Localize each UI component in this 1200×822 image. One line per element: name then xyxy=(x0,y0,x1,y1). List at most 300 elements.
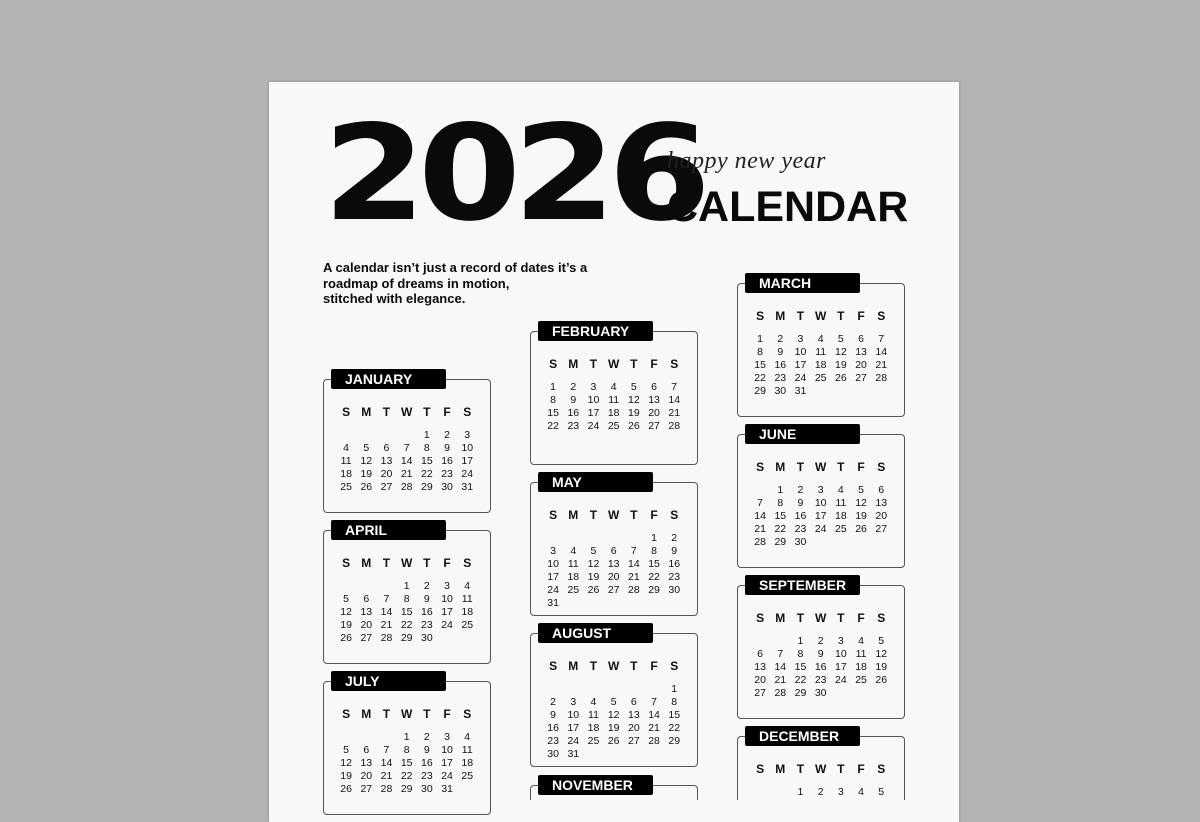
day-cell: 27 xyxy=(360,632,373,644)
day-cell: 20 xyxy=(607,571,620,583)
day-cell: 9 xyxy=(817,648,824,660)
day-cell: 4 xyxy=(610,381,617,393)
day-cell: 19 xyxy=(360,468,373,480)
empty-cell xyxy=(336,429,356,442)
day-cell: 24 xyxy=(814,523,827,535)
day-cell: 10 xyxy=(441,744,453,756)
weekday-header: T xyxy=(423,405,431,419)
day-cell: 13 xyxy=(360,757,373,769)
month-label: JUNE xyxy=(745,424,860,444)
empty-cell xyxy=(336,731,356,744)
day-cell: 12 xyxy=(360,455,373,467)
month-june xyxy=(737,426,905,568)
day-cell: 30 xyxy=(668,584,681,596)
day-cell: 23 xyxy=(668,571,681,583)
day-cell: 8 xyxy=(423,442,430,454)
day-cell: 11 xyxy=(815,346,827,358)
day-cell: 27 xyxy=(875,523,888,535)
day-cell: 28 xyxy=(648,735,660,747)
day-cell: 14 xyxy=(380,757,393,769)
weekday-header: T xyxy=(796,309,805,323)
day-cell: 20 xyxy=(380,468,393,480)
day-cell: 18 xyxy=(855,661,867,673)
day-cell: 12 xyxy=(835,346,847,358)
empty-cell xyxy=(604,532,624,545)
day-cell: 24 xyxy=(567,735,580,747)
day-cell: 13 xyxy=(855,346,867,358)
day-cell: 7 xyxy=(757,497,764,509)
day-cell: 1 xyxy=(757,333,764,345)
weekday-header: W xyxy=(814,611,827,625)
day-cell: 20 xyxy=(855,359,867,371)
weekday-header: F xyxy=(650,357,658,371)
day-cell: 15 xyxy=(400,606,413,618)
day-cell: 22 xyxy=(668,722,681,734)
day-cell: 9 xyxy=(570,394,577,406)
weekday-header: S xyxy=(756,309,765,323)
weekday-header: T xyxy=(382,405,391,419)
day-cell: 14 xyxy=(400,455,413,467)
day-cell: 5 xyxy=(363,442,370,454)
day-cell: 8 xyxy=(651,545,657,557)
day-cell: 21 xyxy=(875,359,888,371)
day-cell: 7 xyxy=(630,545,637,557)
day-cell: 1 xyxy=(651,532,657,544)
day-cell: 4 xyxy=(858,635,864,647)
weekday-header: W xyxy=(814,309,827,323)
day-cell: 24 xyxy=(441,619,453,631)
weekday-header: F xyxy=(443,556,451,570)
empty-cell xyxy=(543,532,563,545)
day-cell: 17 xyxy=(587,407,600,419)
day-cell: 10 xyxy=(567,709,580,721)
weekday-header: T xyxy=(630,508,638,522)
day-cell: 29 xyxy=(668,735,681,747)
day-cell: 31 xyxy=(441,783,453,795)
weekday-header: M xyxy=(568,508,579,522)
day-cell: 2 xyxy=(817,786,824,798)
day-cell: 3 xyxy=(837,635,844,647)
day-cell: 27 xyxy=(648,420,660,432)
day-cell: 19 xyxy=(340,770,352,782)
day-cell: 14 xyxy=(754,510,766,522)
day-cell: 7 xyxy=(671,381,678,393)
empty-cell xyxy=(376,580,396,593)
empty-cell xyxy=(750,484,770,497)
month-grid xyxy=(750,310,891,398)
empty-cell xyxy=(356,580,376,593)
day-cell: 23 xyxy=(774,372,787,384)
day-cell: 22 xyxy=(794,674,807,686)
weekday-header: S xyxy=(463,707,472,721)
weekday-header: T xyxy=(796,762,805,776)
day-cell: 1 xyxy=(797,635,804,647)
day-cell: 20 xyxy=(875,510,888,522)
day-cell: 3 xyxy=(590,381,597,393)
day-cell: 7 xyxy=(777,648,784,660)
day-cell: 26 xyxy=(340,632,352,644)
day-cell: 18 xyxy=(607,407,620,419)
day-cell: 9 xyxy=(423,593,430,605)
weekday-header: S xyxy=(877,611,886,625)
weekday-header: S xyxy=(756,762,765,776)
month-grid xyxy=(336,406,477,494)
day-cell: 6 xyxy=(363,744,370,756)
day-cell: 28 xyxy=(380,632,393,644)
day-cell: 6 xyxy=(878,484,885,496)
day-cell: 23 xyxy=(567,420,580,432)
day-cell: 21 xyxy=(774,674,787,686)
month-grid xyxy=(336,557,477,645)
day-cell: 3 xyxy=(817,484,824,496)
day-cell: 22 xyxy=(774,523,787,535)
day-cell: 18 xyxy=(835,510,847,522)
month-label: APRIL xyxy=(331,520,446,540)
day-cell: 28 xyxy=(774,687,787,699)
month-grid xyxy=(543,358,684,433)
day-cell: 9 xyxy=(423,744,430,756)
day-cell: 27 xyxy=(380,481,393,493)
day-cell: 13 xyxy=(754,661,766,673)
day-cell: 16 xyxy=(567,407,580,419)
day-cell: 8 xyxy=(550,394,557,406)
weekday-header: M xyxy=(568,659,579,673)
day-cell: 15 xyxy=(668,709,681,721)
weekday-header: F xyxy=(857,611,865,625)
day-cell: 12 xyxy=(587,558,600,570)
empty-cell xyxy=(376,731,396,744)
day-cell: 11 xyxy=(340,455,352,467)
quote-line: stitched with elegance. xyxy=(323,291,466,306)
day-cell: 29 xyxy=(421,481,433,493)
month-may xyxy=(530,474,698,616)
day-cell: 14 xyxy=(668,394,681,406)
day-cell: 1 xyxy=(403,731,410,743)
day-cell: 10 xyxy=(441,593,453,605)
day-cell: 10 xyxy=(835,648,847,660)
empty-cell xyxy=(624,683,644,696)
weekday-header: S xyxy=(342,405,351,419)
day-cell: 25 xyxy=(814,372,827,384)
day-cell: 25 xyxy=(461,619,474,631)
empty-cell xyxy=(356,429,376,442)
day-cell: 24 xyxy=(461,468,474,480)
day-cell: 21 xyxy=(754,523,766,535)
day-cell: 8 xyxy=(777,497,784,509)
day-cell: 14 xyxy=(774,661,787,673)
day-cell: 2 xyxy=(797,484,804,496)
day-cell: 26 xyxy=(628,420,640,432)
empty-cell xyxy=(750,635,770,648)
empty-cell xyxy=(563,683,583,696)
weekday-header: S xyxy=(463,405,472,419)
day-cell: 22 xyxy=(400,619,413,631)
day-cell: 9 xyxy=(444,442,450,454)
day-cell: 14 xyxy=(875,346,888,358)
day-cell: 17 xyxy=(814,510,827,522)
day-cell: 16 xyxy=(421,606,433,618)
day-cell: 13 xyxy=(875,497,888,509)
day-cell: 6 xyxy=(610,545,617,557)
day-cell: 3 xyxy=(550,545,557,557)
day-cell: 26 xyxy=(587,584,600,596)
day-cell: 31 xyxy=(547,597,559,609)
day-cell: 6 xyxy=(651,381,657,393)
day-cell: 22 xyxy=(648,571,660,583)
weekday-header: T xyxy=(630,659,638,673)
day-cell: 3 xyxy=(570,696,577,708)
day-cell: 23 xyxy=(814,674,827,686)
day-cell: 5 xyxy=(878,635,885,647)
day-cell: 3 xyxy=(444,731,450,743)
day-cell: 16 xyxy=(421,757,433,769)
day-cell: 2 xyxy=(570,381,577,393)
day-cell: 18 xyxy=(814,359,827,371)
day-cell: 30 xyxy=(441,481,453,493)
weekday-header: S xyxy=(549,357,558,371)
weekday-header: F xyxy=(443,405,451,419)
day-cell: 13 xyxy=(360,606,373,618)
day-cell: 7 xyxy=(651,696,657,708)
day-cell: 8 xyxy=(757,346,764,358)
weekday-header: S xyxy=(549,508,558,522)
day-cell: 11 xyxy=(588,709,599,721)
day-cell: 2 xyxy=(817,635,824,647)
day-cell: 31 xyxy=(461,481,474,493)
day-cell: 10 xyxy=(814,497,827,509)
weekday-header: W xyxy=(607,508,620,522)
day-cell: 17 xyxy=(835,661,847,673)
day-cell: 7 xyxy=(403,442,410,454)
day-cell: 9 xyxy=(777,346,784,358)
weekday-header: S xyxy=(463,556,472,570)
weekday-header: S xyxy=(877,460,886,474)
empty-cell xyxy=(624,532,644,545)
day-cell: 26 xyxy=(855,523,867,535)
weekday-header: S xyxy=(549,659,558,673)
weekday-header: S xyxy=(756,611,765,625)
day-cell: 18 xyxy=(567,571,580,583)
day-cell: 20 xyxy=(360,770,373,782)
weekday-header: W xyxy=(607,659,620,673)
day-cell: 29 xyxy=(648,584,660,596)
day-cell: 14 xyxy=(628,558,640,570)
day-cell: 6 xyxy=(363,593,370,605)
day-cell: 25 xyxy=(835,523,847,535)
weekday-header: T xyxy=(837,762,845,776)
day-cell: 11 xyxy=(461,593,473,605)
day-cell: 21 xyxy=(380,770,393,782)
day-cell: 4 xyxy=(570,545,577,557)
day-cell: 12 xyxy=(340,606,352,618)
month-label: DECEMBER xyxy=(745,726,860,746)
weekday-header: S xyxy=(342,707,351,721)
day-cell: 29 xyxy=(400,632,413,644)
quote xyxy=(323,260,623,307)
day-cell: 31 xyxy=(567,748,580,760)
day-cell: 28 xyxy=(628,584,640,596)
day-cell: 27 xyxy=(628,735,640,747)
weekday-header: T xyxy=(589,659,598,673)
day-cell: 12 xyxy=(875,648,888,660)
day-cell: 28 xyxy=(668,420,681,432)
day-cell: 31 xyxy=(794,385,807,397)
day-cell: 4 xyxy=(590,696,597,708)
weekday-header: W xyxy=(814,460,827,474)
empty-cell xyxy=(644,683,664,696)
weekday-header: S xyxy=(877,309,886,323)
day-cell: 14 xyxy=(380,606,393,618)
day-cell: 19 xyxy=(875,661,888,673)
day-cell: 28 xyxy=(400,481,413,493)
day-cell: 5 xyxy=(837,333,844,345)
day-cell: 8 xyxy=(671,696,678,708)
month-july xyxy=(323,673,491,815)
day-cell: 15 xyxy=(421,455,433,467)
day-cell: 1 xyxy=(423,429,430,441)
empty-cell xyxy=(336,580,356,593)
day-cell: 17 xyxy=(441,757,453,769)
day-cell: 6 xyxy=(858,333,864,345)
day-cell: 3 xyxy=(797,333,804,345)
weekday-header: W xyxy=(400,707,413,721)
day-cell: 9 xyxy=(671,545,678,557)
day-cell: 13 xyxy=(380,455,393,467)
weekday-header: M xyxy=(361,405,372,419)
day-cell: 11 xyxy=(461,744,473,756)
calendar-title: CALENDAR xyxy=(667,183,909,231)
month-september xyxy=(737,577,905,719)
day-cell: 27 xyxy=(754,687,766,699)
day-cell: 2 xyxy=(777,333,784,345)
month-april xyxy=(323,522,491,664)
day-cell: 26 xyxy=(360,481,373,493)
day-cell: 23 xyxy=(794,523,807,535)
day-cell: 9 xyxy=(550,709,557,721)
day-cell: 12 xyxy=(607,709,620,721)
day-cell: 8 xyxy=(797,648,804,660)
empty-cell xyxy=(583,683,603,696)
day-cell: 10 xyxy=(547,558,559,570)
day-cell: 25 xyxy=(461,770,474,782)
day-cell: 2 xyxy=(444,429,450,441)
weekday-header: F xyxy=(443,707,451,721)
day-cell: 17 xyxy=(567,722,580,734)
day-cell: 10 xyxy=(587,394,600,406)
day-cell: 18 xyxy=(340,468,352,480)
month-january xyxy=(323,371,491,513)
day-cell: 23 xyxy=(421,619,433,631)
day-cell: 9 xyxy=(797,497,804,509)
day-cell: 5 xyxy=(878,786,885,798)
day-cell: 24 xyxy=(441,770,453,782)
month-march xyxy=(737,275,905,417)
day-cell: 15 xyxy=(794,661,807,673)
day-cell: 7 xyxy=(878,333,885,345)
day-cell: 21 xyxy=(668,407,681,419)
day-cell: 11 xyxy=(567,558,579,570)
day-cell: 16 xyxy=(441,455,453,467)
day-cell: 4 xyxy=(464,580,471,592)
day-cell: 20 xyxy=(754,674,766,686)
day-cell: 12 xyxy=(340,757,352,769)
day-cell: 2 xyxy=(550,696,557,708)
day-cell: 21 xyxy=(648,722,660,734)
day-cell: 22 xyxy=(400,770,413,782)
day-cell: 10 xyxy=(794,346,807,358)
day-cell: 30 xyxy=(547,748,559,760)
weekday-header: T xyxy=(589,357,598,371)
day-cell: 20 xyxy=(648,407,660,419)
month-label: MAY xyxy=(538,472,653,492)
day-cell: 1 xyxy=(671,683,678,695)
month-november xyxy=(530,777,698,800)
weekday-header: F xyxy=(857,309,865,323)
weekday-header: F xyxy=(650,508,658,522)
day-cell: 24 xyxy=(587,420,600,432)
empty-cell xyxy=(604,683,624,696)
weekday-header: T xyxy=(589,508,598,522)
quote-line: A calendar isn’t just a record of dates it’s a xyxy=(323,260,588,275)
day-cell: 18 xyxy=(587,722,600,734)
day-cell: 11 xyxy=(855,648,867,660)
day-cell: 5 xyxy=(630,381,637,393)
weekday-header: F xyxy=(650,659,658,673)
weekday-header: S xyxy=(877,762,886,776)
year-title: 2026 xyxy=(323,97,704,251)
day-cell: 25 xyxy=(340,481,352,493)
month-label: FEBRUARY xyxy=(538,321,653,341)
weekday-header: S xyxy=(756,460,765,474)
day-cell: 16 xyxy=(814,661,827,673)
day-cell: 2 xyxy=(423,580,430,592)
day-cell: 29 xyxy=(774,536,787,548)
day-cell: 10 xyxy=(461,442,474,454)
weekday-header: W xyxy=(400,556,413,570)
weekday-header: F xyxy=(857,762,865,776)
month-label: SEPTEMBER xyxy=(745,575,860,595)
day-cell: 12 xyxy=(855,497,867,509)
day-cell: 24 xyxy=(794,372,807,384)
weekday-header: T xyxy=(837,460,845,474)
day-cell: 16 xyxy=(774,359,787,371)
day-cell: 11 xyxy=(835,497,847,509)
empty-cell xyxy=(356,731,376,744)
month-february xyxy=(530,323,698,465)
day-cell: 13 xyxy=(607,558,620,570)
day-cell: 1 xyxy=(797,786,804,798)
day-cell: 18 xyxy=(461,757,474,769)
day-cell: 4 xyxy=(837,484,844,496)
weekday-header: T xyxy=(423,707,431,721)
weekday-header: M xyxy=(775,762,786,776)
day-cell: 19 xyxy=(607,722,620,734)
weekday-header: W xyxy=(607,357,620,371)
day-cell: 6 xyxy=(383,442,390,454)
day-cell: 16 xyxy=(794,510,807,522)
day-cell: 29 xyxy=(754,385,766,397)
day-cell: 5 xyxy=(858,484,864,496)
day-cell: 21 xyxy=(400,468,413,480)
weekday-header: T xyxy=(382,707,391,721)
day-cell: 26 xyxy=(340,783,352,795)
day-cell: 25 xyxy=(567,584,580,596)
day-cell: 24 xyxy=(547,584,559,596)
day-cell: 15 xyxy=(400,757,413,769)
month-grid xyxy=(750,612,891,700)
day-cell: 19 xyxy=(835,359,847,371)
weekday-header: F xyxy=(857,460,865,474)
